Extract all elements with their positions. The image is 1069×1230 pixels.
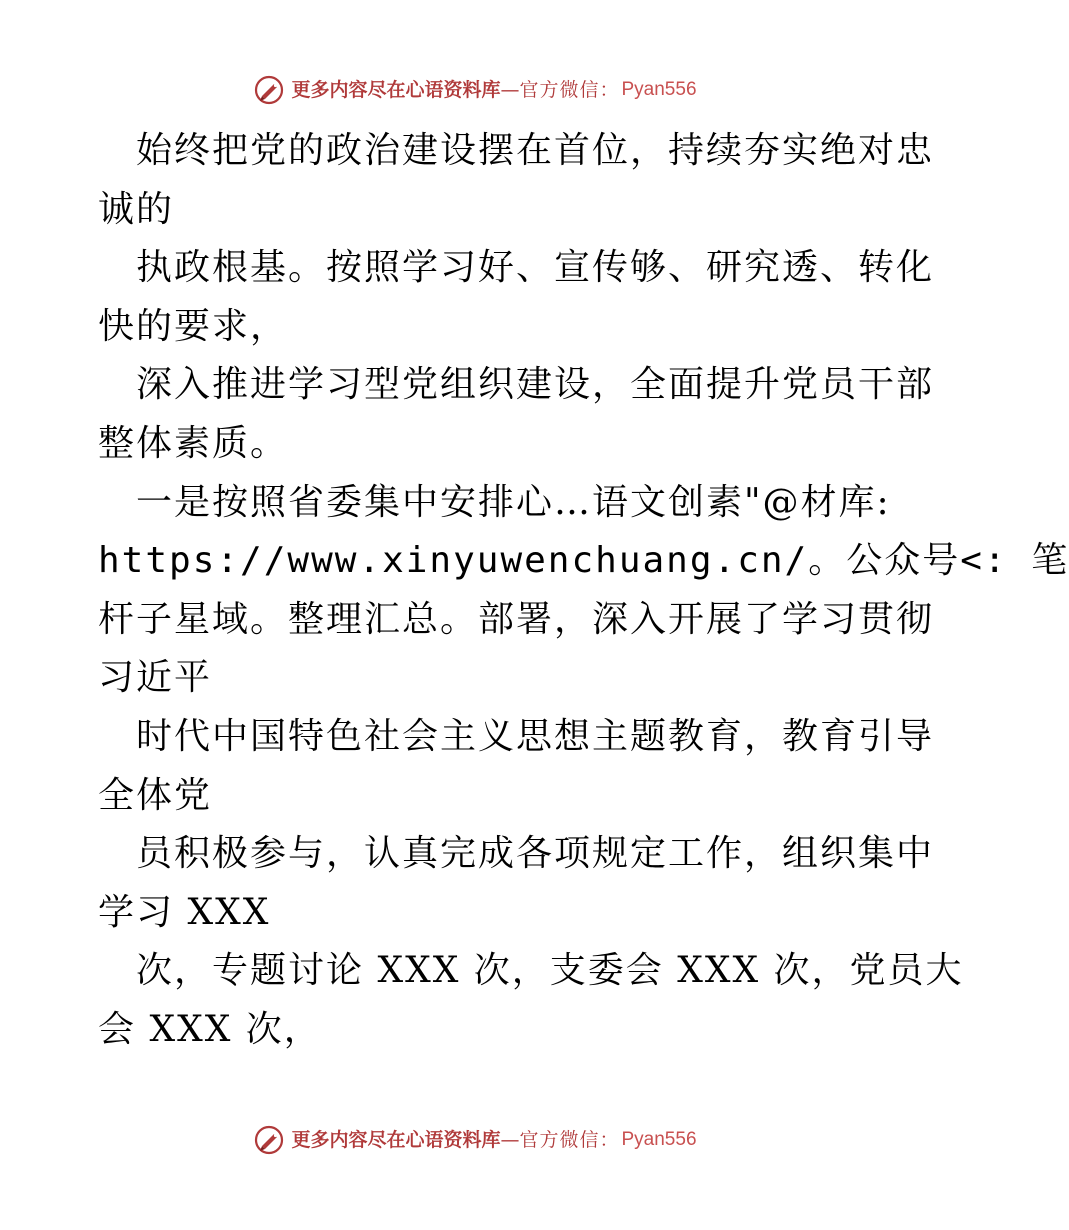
document-body <box>98 122 1069 1060</box>
body-line: 诚的 <box>98 188 175 230</box>
body-line: 杆子星域。整理汇总。部署，深入开展了学习贯彻 <box>98 598 935 640</box>
body-line: 执政根基。按照学习好、宣传够、研究透、转化 <box>136 247 935 289</box>
footer-watermark-banner <box>0 1120 950 1160</box>
header-watermark-banner <box>0 70 950 110</box>
body-line: 时代中国特色社会主义思想主题教育，教育引导 <box>136 715 935 757</box>
banner-brand-text: 更多内容尽在心语资料库 <box>291 79 501 101</box>
body-line: 深入推进学习型党组织建设，全面提升党员干部 <box>136 364 935 406</box>
body-line: 次，专题讨论 XXX 次，支委会 XXX 次，党员大 <box>136 950 964 992</box>
pen-logo-icon <box>253 1124 285 1156</box>
body-line: 学习 XXX <box>98 891 271 933</box>
body-line-url: https://www.xinyuwenchuang.cn/。公众号<: 笔 <box>98 540 1069 582</box>
body-line: 整体素质。 <box>98 422 289 464</box>
banner-brand-text: 更多内容尽在心语资料库 <box>291 1129 501 1151</box>
banner-wechat-id: Pyan556 <box>621 79 697 100</box>
body-line: 会 XXX 次， <box>98 1008 322 1050</box>
banner-official-label: 官方微信： <box>519 79 620 101</box>
banner-official-label: 官方微信： <box>519 1129 620 1151</box>
body-line: 习近平 <box>98 657 213 699</box>
banner-separator: — <box>500 79 520 101</box>
body-line: 始终把党的政治建设摆在首位，持续夯实绝对忠 <box>136 130 935 171</box>
banner-wechat-id: Pyan556 <box>621 1129 697 1150</box>
body-line: 一是按照省委集中安排心…语文创素"@材库: <box>136 481 891 523</box>
body-line: 员积极参与，认真完成各项规定工作，组织集中 <box>136 833 935 875</box>
body-line: 快的要求， <box>98 305 289 347</box>
banner-separator: — <box>500 1129 520 1151</box>
body-line: 全体党 <box>98 774 213 816</box>
pen-logo-icon <box>253 74 285 106</box>
